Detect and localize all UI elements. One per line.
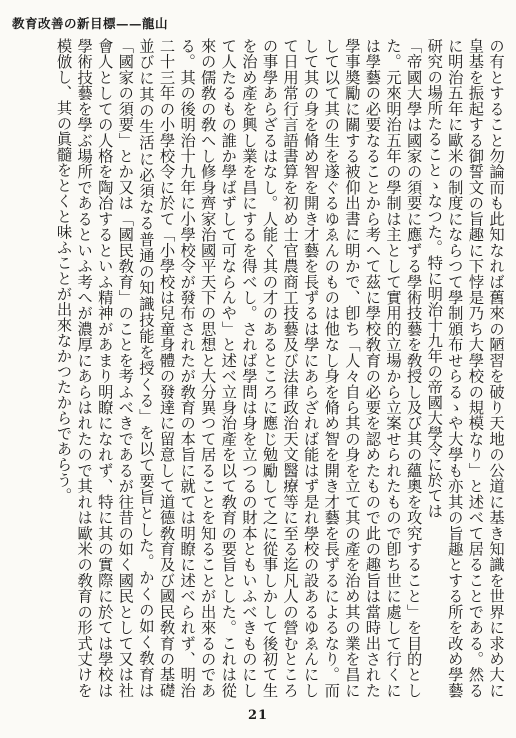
page-number: 21 (247, 708, 269, 723)
body-text (10, 38, 506, 698)
running-header: 教育改善の新目標——龍山 (12, 16, 169, 31)
paragraph-2: 「帝國大學は國家の須要に應ずる學術技藝を敎授し及び其の蘊奧を攻究すること」を目的とした。元來明治五年の學制は主として實用的立場から立案せられたもので卽ち世に處して行くには學藝の必要なることから考へて茲に學校敎育の必要を認めたもので此の趣旨は當時出された學事奬勵に關する被仰出書に明かで、卽ち「人々自ら其の身を立て其の產を治め其の業を昌にして以て其の生を遂ぐるゆゑんのものは他なし身を脩め智を開き才藝を長ずるによるなり。而して其の身を脩め智を開き才藝を長ずるは學にあらざれば能はず是れ學校の設あるゆゑんにして日用常行言語書算を初め士官農商工技藝及び法律政治天文醫療等に至る迄凡人の營むところの事學あらざるはなし。人能く其の才のあるところに應じ勉勵して之に從事しかして後初て生を治め產を興し業を昌にするを得べし。されば學問は身を立つるの財本ともいふべきものにして人たるもの誰か學ばずして可ならんや」と述べ立身治產を以て敎育の要旨とした。これは從來の儒敎の敎へし修身齊家治國平天下の思想と大分異つて居ることを知ることが出來るのである。其の後明治十九年に小學校令が發布されたが敎育の本旨に就ては明瞭に述べられず、明治二十三年の小學校令に於て「小學校は兒童身體の發達に留意して道德敎育及び國民敎育の基礎並びに其の生活に必須なる普通の知識技能を授くる」を以て要旨とした。かくの如く敎育は「國家の須要」とか又は「國民敎育」のことを考ふべきであるが往昔の如く國民として又は社會人としての人格を陶冶するといふ精神があまり明瞭になれず、特に其の實際に於ては學校は學術技藝を學ぶ場所であるといふ考へが濃厚にあらはれたので其れは歐米の敎育の形式丈けを模倣し、其の眞髓をとくと味ふことが出來なかつたからであらう。 (54, 38, 423, 698)
paragraph-1: の有とすること勿論而も此知なれば舊來の陋習を破り天地の公道に基き知識を世界に求め大に皇基を振起する御誓文の旨趣に下悖是乃ち大學校の規模なり」と述べて居ることである。然るに明治五年に歐米の制度にならつて學制頒布せらるゝや大學も亦其の旨趣とする所を改め學藝研究の場所たることゝなつた。特に明治十九年の帝國大學令に於ては (425, 38, 505, 698)
